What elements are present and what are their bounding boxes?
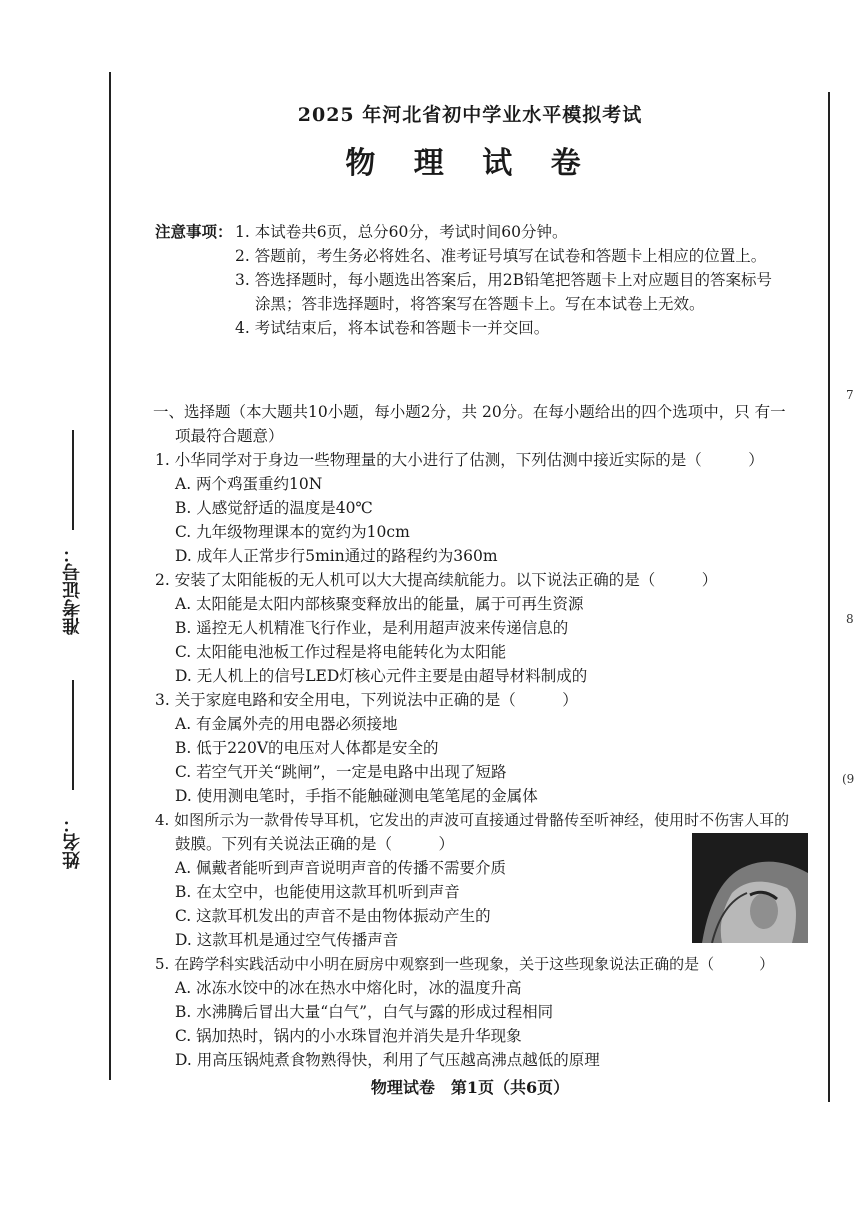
option-d: D. 成年人正常步行5min通过的路程约为360m bbox=[175, 547, 498, 565]
margin-number-7: 7 bbox=[846, 388, 854, 402]
question-stem: 2. 安装了太阳能板的无人机可以大大提高续航能力。以下说法正确的是（ ） bbox=[155, 571, 718, 589]
question-stem: 4. 如图所示为一款骨传导耳机，它发出的声波可直接通过骨骼传至听神经，使用时不伤害人耳的 bbox=[155, 811, 790, 829]
note-text: 1. 本试卷共6页，总分60分，考试时间60分钟。 bbox=[235, 223, 568, 241]
margin-number-9: (9 bbox=[842, 772, 855, 786]
option-d: D. 这款耳机是通过空气传播声音 bbox=[175, 931, 399, 949]
question-1 bbox=[155, 448, 820, 568]
option-b: B. 在太空中，也能使用这款耳机听到声音 bbox=[175, 883, 460, 901]
option-a: A. 有金属外壳的用电器必须接地 bbox=[175, 715, 398, 733]
option-c: C. 这款耳机发出的声音不是由物体振动产生的 bbox=[175, 907, 491, 925]
note-item-3: 3. 答选择题时，每小题选出答案后，用2B铅笔把答题卡上对应题目的答案标号 bbox=[235, 271, 772, 289]
left-margin-line bbox=[109, 72, 111, 1080]
notes-block bbox=[155, 220, 815, 340]
option-c: C. 锅加热时，锅内的小水珠冒泡并消失是升华现象 bbox=[175, 1027, 522, 1045]
paper-title: 物 理 试 卷 bbox=[345, 146, 595, 181]
option-a: A. 冰冻水饺中的冰在热水中熔化时，冰的温度升高 bbox=[175, 979, 522, 997]
bone-conduction-headphone-photo bbox=[692, 833, 808, 943]
option-b: B. 人感觉舒适的温度是40℃ bbox=[175, 499, 373, 517]
option-b: B. 遥控无人机精准飞行作业，是利用超声波来传递信息的 bbox=[175, 619, 569, 637]
option-a: A. 太阳能是太阳内部核聚变释放出的能量，属于可再生资源 bbox=[175, 595, 584, 613]
option-a: A. 佩戴者能听到声音说明声音的传播不需要介质 bbox=[175, 859, 507, 877]
question-stem: 1. 小华同学对于身边一些物理量的大小进行了估测，下列估测中接近实际的是（ ） bbox=[155, 451, 764, 469]
notes-label: 注意事项： bbox=[155, 222, 233, 241]
name-blank-line bbox=[72, 680, 74, 790]
question-stem: 5. 在跨学科实践活动中小明在厨房中观察到一些现象，关于这些现象说法正确的是（ ） bbox=[155, 955, 775, 973]
note-item-1 bbox=[155, 220, 815, 244]
right-margin-line bbox=[828, 92, 830, 1102]
option-d: D. 无人机上的信号LED灯核心元件主要是由超导材料制成的 bbox=[175, 667, 588, 685]
option-c: C. 九年级物理课本的宽约为10cm bbox=[175, 523, 410, 541]
option-c: C. 若空气开关“跳闸”，一定是电路中出现了短路 bbox=[175, 763, 507, 781]
question-stem: 3. 关于家庭电路和安全用电，下列说法中正确的是（ ） bbox=[155, 691, 578, 709]
margin-number-8: 8 bbox=[846, 612, 854, 626]
option-d: D. 使用测电笔时，手指不能触碰测电笔笔尾的金属体 bbox=[175, 787, 538, 805]
option-c: C. 太阳能电池板工作过程是将电能转化为太阳能 bbox=[175, 643, 507, 661]
exam-id-label: 准考证号： bbox=[62, 545, 83, 635]
name-label: 姓名： bbox=[62, 815, 83, 869]
option-d: D. 用高压锅炖煮食物熟得快，利用了气压越高沸点越低的原理 bbox=[175, 1051, 600, 1069]
option-b: B. 低于220V的电压对人体都是安全的 bbox=[175, 739, 439, 757]
page-footer: 物理试卷 第1页（共6页） bbox=[370, 1078, 570, 1097]
section-heading-cont: 项最符合题意） bbox=[175, 427, 284, 445]
headphone-photo-image bbox=[692, 833, 808, 943]
question-3 bbox=[155, 688, 820, 808]
option-b: B. 水沸腾后冒出大量“白气”，白气与露的形成过程相同 bbox=[175, 1003, 554, 1021]
exam-title: 2025 年河北省初中学业水平模拟考试 bbox=[297, 104, 643, 126]
exam-id-blank-line bbox=[72, 430, 74, 530]
question-stem-cont: 鼓膜。下列有关说法正确的是（ ） bbox=[175, 835, 455, 853]
question-2 bbox=[155, 568, 820, 688]
question-5 bbox=[155, 952, 820, 1072]
note-item-3-cont: 涂黑；答非选择题时，将答案写在答题卡上。写在本试卷上无效。 bbox=[255, 295, 705, 313]
note-item-2: 2. 答题前，考生务必将姓名、准考证号填写在试卷和答题卡上相应的位置上。 bbox=[235, 247, 767, 265]
section-heading: 一、选择题（本大题共10小题，每小题2分，共 20分。在每小题给出的四个选项中，只 有一 bbox=[153, 403, 786, 421]
section-multiple-choice bbox=[155, 400, 820, 1072]
note-item-4: 4. 考试结束后，将本试卷和答题卡一并交回。 bbox=[235, 319, 550, 337]
option-a: A. 两个鸡蛋重约10N bbox=[175, 475, 323, 493]
